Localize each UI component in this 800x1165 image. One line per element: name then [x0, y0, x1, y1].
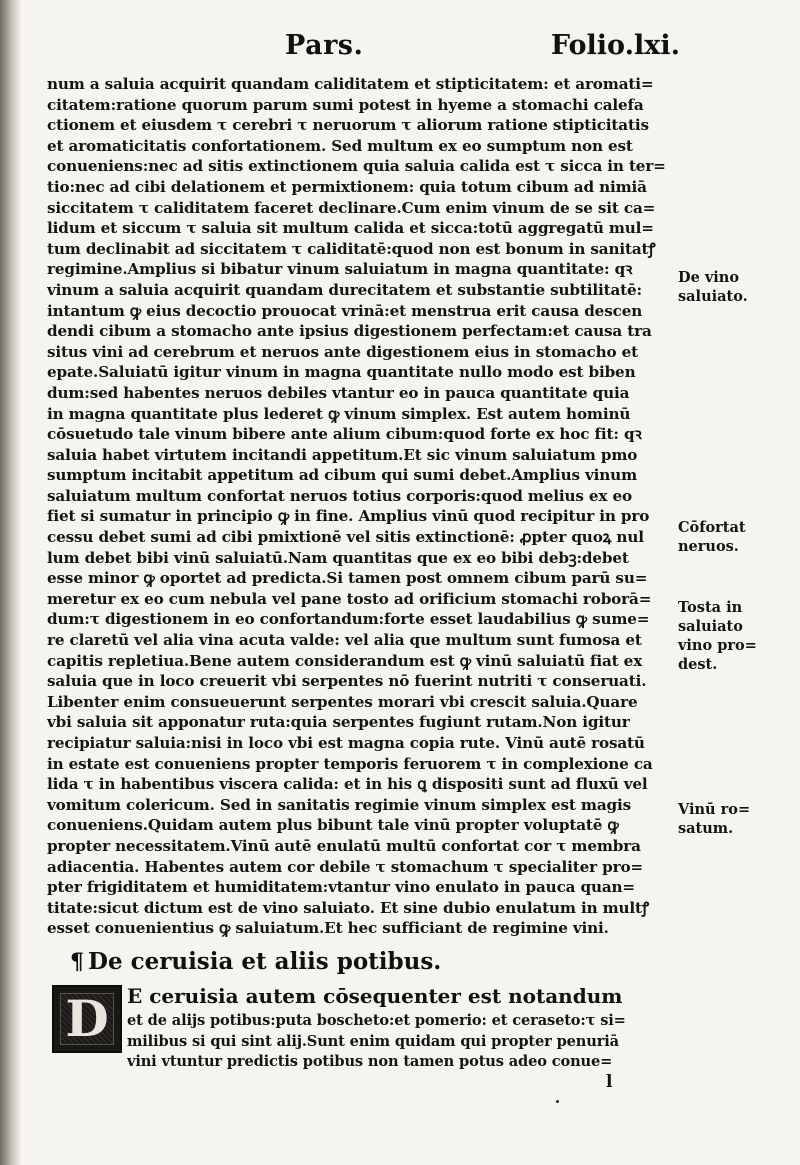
text-line: cessu debet sumi ad cibi pmixtionē vel sitis extinctionē: ꝓpter quoꝝ nul — [47, 528, 644, 547]
text-line: Libenter enim consueuerunt serpentes morari vbi crescit saluia.Quare — [47, 692, 638, 711]
running-head — [60, 30, 680, 70]
margin-note-line: Vinū ro= — [678, 801, 751, 818]
text-line: ctionem et eiusdem τ cerebri τ neruorum τ aliorum ratione stipticitatis — [47, 116, 649, 135]
margin-note — [678, 268, 788, 306]
text-line: titate:sicut dictum est de vino saluiato. Et sine dubio enulatum in multꝭ — [47, 898, 649, 917]
catchword: l — [606, 1072, 613, 1092]
text-line: vini vtuntur predictis potibus non tamen potus adeo conue= — [127, 1053, 613, 1071]
text-line: conueniens:nec ad sitis extinctionem quia saluia calida est τ sicca in ter= — [47, 157, 666, 176]
text-line: meretur ex eo cum nebula vel pane tosto ad orificium stomachi roborā= — [47, 589, 652, 608]
margin-note-line: De vino — [678, 269, 739, 286]
margin-note-line: saluiato — [678, 618, 743, 635]
text-line: in magna quantitate plus lederet ꝙ vinum simplex. Est autem hominū — [47, 404, 631, 423]
margin-note-line: dest. — [678, 656, 718, 673]
text-line: capitis repletiua.Bene autem considerandum est ꝙ vinū saluiatū fiat ex — [47, 651, 643, 670]
text-line: propter necessitatem.Vinū autē enulatū multū confortat cor τ membra — [47, 836, 641, 855]
text-line: saluia habet virtutem incitandi appetitum.Et sic vinum saluiatum pmo — [47, 445, 638, 464]
margin-note-line: vino pro= — [678, 637, 757, 654]
text-line: epate.Saluiatū igitur vinum in magna quantitate nullo modo est biben — [47, 363, 636, 382]
running-head-part: Pars. — [285, 30, 364, 61]
text-line: situs vini ad cerebrum et neruos ante digestionem eius in stomacho et — [47, 342, 639, 361]
text-line: sumptum incitabit appetitum ad cibum qui sumi debet.Amplius vinum — [47, 466, 637, 485]
text-line: dendi cibum a stomacho ante ipsius digestionem perfectam:et causa tra — [47, 322, 652, 341]
text-line: saluiatum multum confortat neruos totius corporis:quod melius ex eo — [47, 486, 632, 505]
margin-note-line: saluiato. — [678, 288, 748, 305]
margin-note-line: Cōfortat — [678, 519, 746, 536]
margin-note — [678, 598, 788, 674]
section-heading-text: De ceruisia et aliis potibus. — [88, 948, 442, 975]
initial-letter: D — [65, 989, 109, 1048]
text-line: intantum ꝙ eius decoctio prouocat vrinā:et menstrua erit causa descen — [47, 301, 643, 320]
text-line: num a saluia acquirit quandam caliditatem et stipticitatem: et aromati= — [47, 75, 654, 93]
text-line: esset conuenientius ꝙ saluiatum.Et hec sufficiant de regimine vini. — [47, 919, 609, 938]
gutter-shadow — [0, 0, 22, 1165]
folio-number: Folio.lxi. — [550, 30, 680, 61]
text-line: vomitum colericum. Sed in sanitatis regimie vinum simplex est magis — [47, 795, 632, 814]
text-line: pter frigiditatem et humiditatem:vtantur vino enulato in pauca quan= — [47, 878, 636, 897]
pilcrow-mark: ¶ — [70, 949, 84, 975]
text-line: siccitatem τ caliditatem faceret declinare.Cum enim vinum de se sit ca= — [47, 198, 656, 217]
text-line: saluia que in loco creuerit vbi serpentes nō fuerint nutriti τ conseruati. — [47, 672, 647, 691]
text-line: fiet si sumatur in principio ꝙ in fine. Amplius vinū quod recipitur in pro — [47, 507, 650, 526]
text-line: regimine.Amplius si bibatur vinum saluiatum in magna quantitate: qꝛ — [47, 260, 633, 279]
text-line: vinum a saluia acquirit quandam durecitatem et substantie subtilitatē: — [47, 280, 642, 299]
main-text-block — [47, 74, 679, 939]
text-line: vbi saluia sit apponatur ruta:quia serpentes fugiunt rutam.Non igitur — [47, 713, 630, 732]
text-line: citatem:ratione quorum parum sumi potest in hyeme a stomachi calefa — [47, 95, 644, 114]
margin-note — [678, 518, 788, 556]
section-opening-text — [127, 983, 687, 1073]
text-line: recipiatur saluia:nisi in loco vbi est magna copia rute. Vinū autē rosatū — [47, 734, 645, 752]
text-line: dum:τ digestionem in eo confortandum:forte esset laudabilius ꝙ sume= — [47, 610, 650, 629]
text-line: lum debet bibi vinū saluiatū.Nam quantitas que ex eo bibi debꝫ:debet — [47, 548, 629, 567]
section-heading — [70, 948, 680, 975]
text-line: et de alijs potibus:puta boscheto:et pomerio: et ceraseto:τ si= — [127, 1012, 626, 1029]
decorated-initial — [52, 985, 122, 1053]
margin-note-line: Tosta in — [678, 599, 743, 616]
text-line: lida τ in habentibus viscera calida: et in his ꝗ dispositi sunt ad fluxū vel — [47, 775, 648, 794]
text-line: lidum et siccum τ saluia sit multum calida et sicca:totū aggregatū mul= — [47, 219, 654, 238]
text-line: conueniens.Quidam autem plus bibunt tale vinū propter voluptatē ꝙ — [47, 816, 619, 835]
margin-note-line: satum. — [678, 820, 734, 837]
text-line: tio:nec ad cibi delationem et permixtionem: quia totum cibum ad nimiā — [47, 177, 647, 196]
text-line: tum declinabit ad siccitatem τ caliditatē:quod non est bonum in sanitatꝭ — [47, 239, 656, 258]
text-line: adiacentia. Habentes autem cor debile τ stomachum τ specialiter pro= — [47, 857, 644, 876]
ink-speck — [556, 1100, 559, 1103]
text-line: dum:sed habentes neruos debiles vtantur eo in pauca quantitate quia — [47, 383, 630, 402]
margin-note-line: neruos. — [678, 538, 739, 555]
text-line: et aromaticitatis confortationem. Sed multum ex eo sumptum non est — [47, 136, 633, 155]
text-line: milibus si qui sint alij.Sunt enim quidam qui propter penuriā — [127, 1032, 619, 1050]
margin-note — [678, 800, 788, 838]
text-line: re claretū vel alia vina acuta valde: vel alia que multum sunt fumosa et — [47, 631, 642, 650]
text-line: cōsuetudo tale vinum bibere ante alium cibum:quod forte ex hoc fit: qꝛ — [47, 425, 642, 444]
section-opening-line: E ceruisia autem cōsequenter est notandum — [127, 984, 623, 1008]
text-line: esse minor ꝙ oportet ad predicta.Si tamen post omnem cibum parū su= — [47, 569, 648, 588]
text-line: in estate est conueniens propter temporis feruorem τ in complexione ca — [47, 754, 653, 773]
